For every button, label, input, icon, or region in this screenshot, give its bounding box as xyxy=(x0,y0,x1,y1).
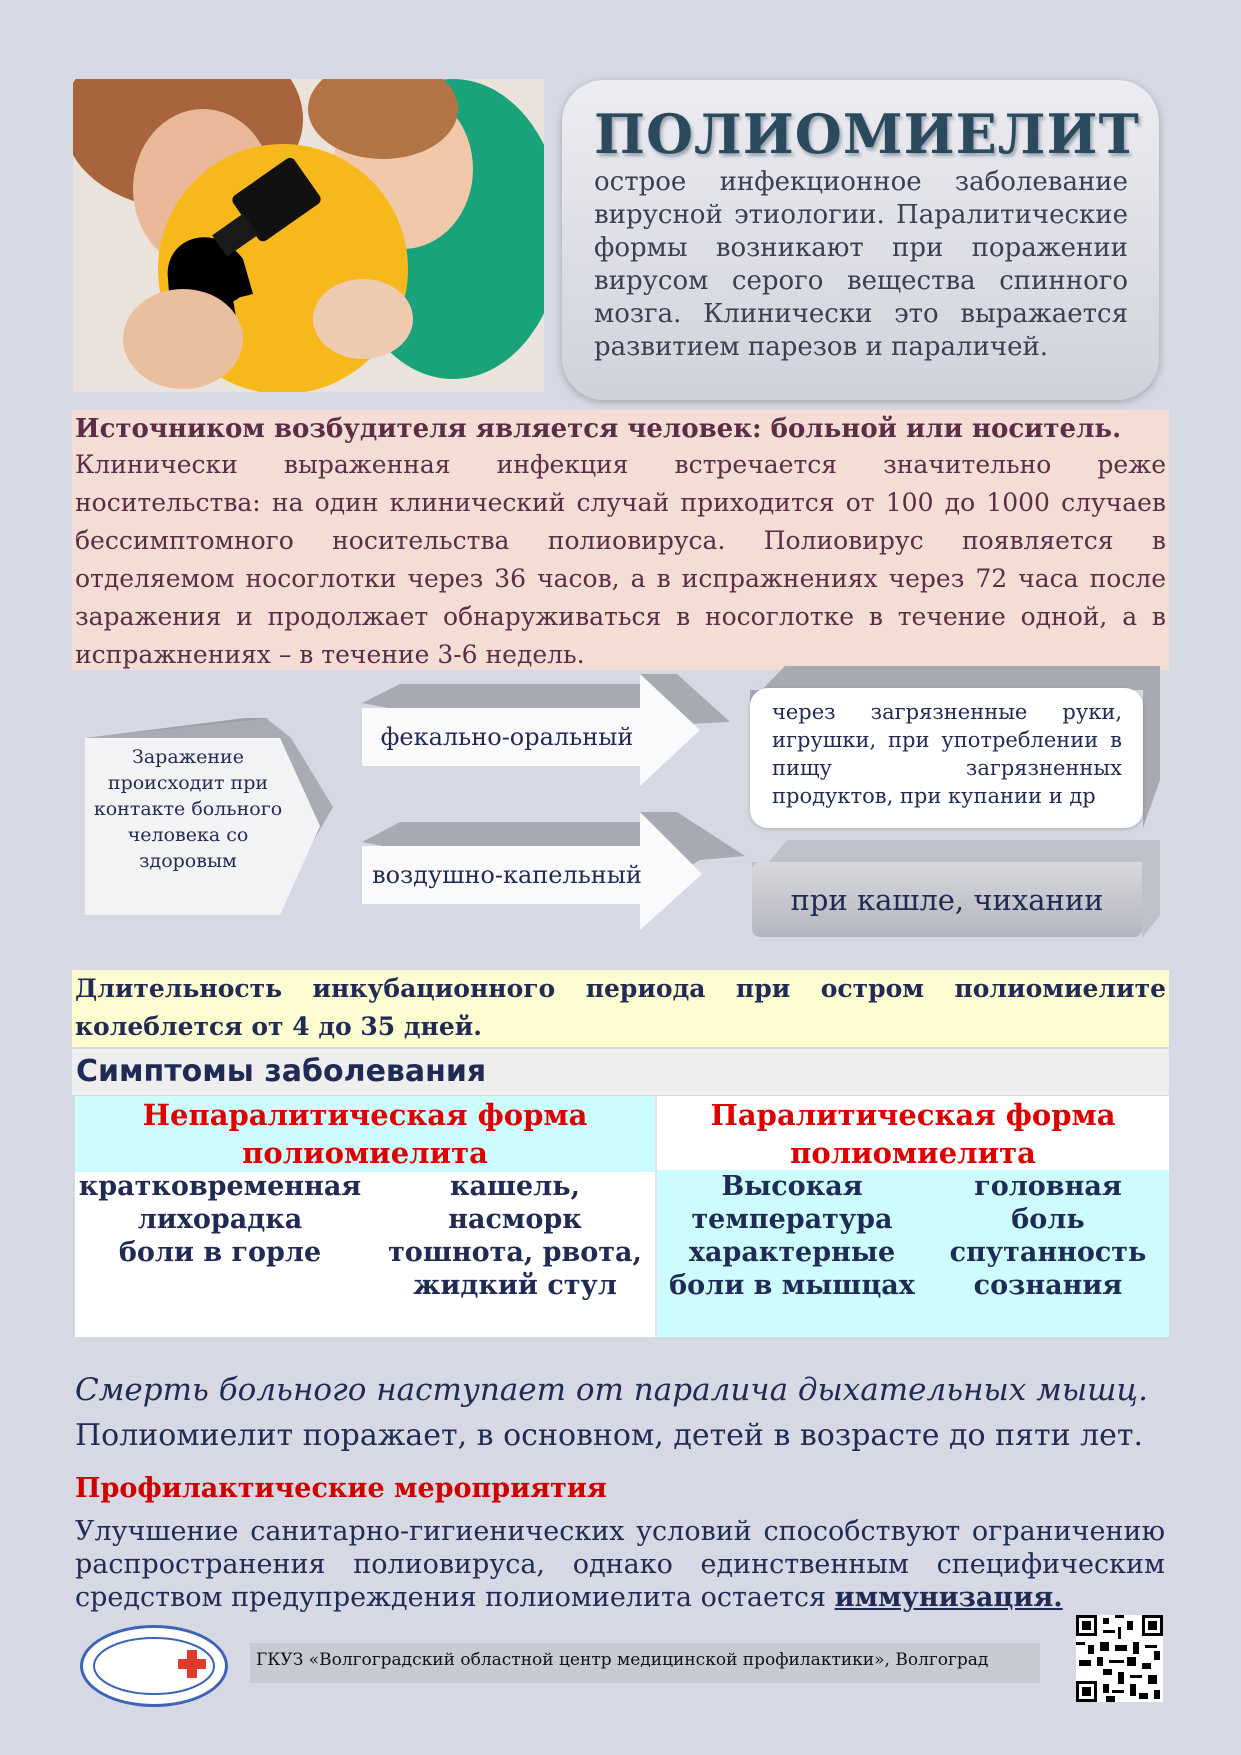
paralytic-header: Паралитическая форма полиомиелита xyxy=(710,1098,1116,1170)
logo-graphic xyxy=(83,1628,225,1704)
symptom-item: жидкий стул xyxy=(413,1270,617,1301)
source-body: Клинически выраженная инфекция встречается значительно реже носительства: на один клинический случай приходится от 100 до 1000 случаев бессимптомного носительства полиовируса. Полиовирус появляется в отделяемом носоглотки через 36 часов, а в испражнениях через 72 часа после заражения и продолжает обнаруживаться в носоглотке в течение одной, а в испражнениях – в течение 3-6 недель. xyxy=(75,450,1166,669)
symptom-item: боли в мышцах xyxy=(669,1270,915,1301)
nonparalytic-header: Непаралитическая форма полиомиелита xyxy=(142,1098,588,1170)
source-heading: Источником возбудителя является человек: больной или носитель. xyxy=(75,414,1122,444)
route2-result: при кашле, чихании xyxy=(752,862,1142,937)
symptom-item: температура xyxy=(691,1204,893,1235)
infection-box xyxy=(85,738,291,914)
incubation-section xyxy=(72,970,1169,1047)
prevention-title: Профилактические мероприятия xyxy=(75,1473,607,1504)
incubation-text: Длительность инкубационного периода при остром полиомиелите колеблется от 4 до 35 дней. xyxy=(75,974,1166,1041)
qr-code[interactable] xyxy=(1076,1615,1163,1702)
route1-result-box xyxy=(750,688,1143,828)
nonparalytic-col1 xyxy=(75,1170,365,1269)
symptom-item: кратковременная xyxy=(78,1171,362,1202)
symptom-item: головная xyxy=(974,1171,1122,1202)
symptom-item: лихорадка xyxy=(137,1204,303,1235)
route-airborne: воздушно-капельный xyxy=(372,861,642,889)
paralytic-col1 xyxy=(657,1170,927,1302)
symptom-item: сознания xyxy=(973,1270,1123,1301)
symptom-item: боли в горле xyxy=(118,1237,322,1268)
org-bar xyxy=(250,1643,1040,1683)
symptom-item: боль xyxy=(1011,1204,1085,1235)
organization-name: ГКУЗ «Волгоградский областной центр медицинской профилактики», Волгоград xyxy=(256,1650,989,1670)
disease-description: острое инфекционное заболевание вирусной этиологии. Паралитические формы возникают при поражении вирусом серого вещества спинного мозга. Клинически это выражается развитием парезов и параличей. xyxy=(594,167,1128,362)
infection-text: Заражение происходит при контакте больного человека со здоровым xyxy=(93,746,283,872)
symptom-item: характерные xyxy=(688,1237,896,1268)
age-note: Полиомиелит поражает, в основном, детей в возрасте до пяти лет. xyxy=(75,1418,1144,1453)
qr-graphic xyxy=(1076,1615,1163,1702)
prevention-text xyxy=(75,1515,1165,1614)
death-note: Смерть больного наступает от паралича дыхательных мышц. xyxy=(75,1372,1148,1408)
nonparalytic-col2 xyxy=(375,1170,655,1302)
symptom-item: Высокая xyxy=(721,1171,863,1202)
prevention-body: Улучшение санитарно-гигиенических условий способствуют ограничению распространения полиовируса, однако единственным специфическим средством предупреждения полиомиелита остается xyxy=(75,1516,1165,1613)
title-card xyxy=(562,80,1159,400)
symptom-item: насморк xyxy=(448,1204,582,1235)
source-section xyxy=(72,410,1169,670)
route1-result: через загрязненные руки, игрушки, при употреблении в пищу загрязненных продуктов, при купании и др xyxy=(772,700,1122,808)
symptom-item: тошнота, рвота, xyxy=(388,1237,642,1268)
paralytic-col2 xyxy=(927,1170,1169,1302)
symptoms-table xyxy=(75,1096,1169,1337)
route-fecal-oral: фекально-оральный xyxy=(380,723,634,751)
hero-photo xyxy=(73,79,544,392)
page-title: ПОЛИОМИЕЛИТ xyxy=(594,102,1140,166)
symptom-item: спутанность xyxy=(949,1237,1147,1268)
org-logo xyxy=(80,1625,228,1707)
immunization-emphasis: иммунизация. xyxy=(834,1582,1063,1613)
symptoms-title: Симптомы заболевания xyxy=(72,1049,1169,1095)
photo-illustration xyxy=(73,79,544,392)
symptom-item: кашель, xyxy=(450,1171,580,1202)
